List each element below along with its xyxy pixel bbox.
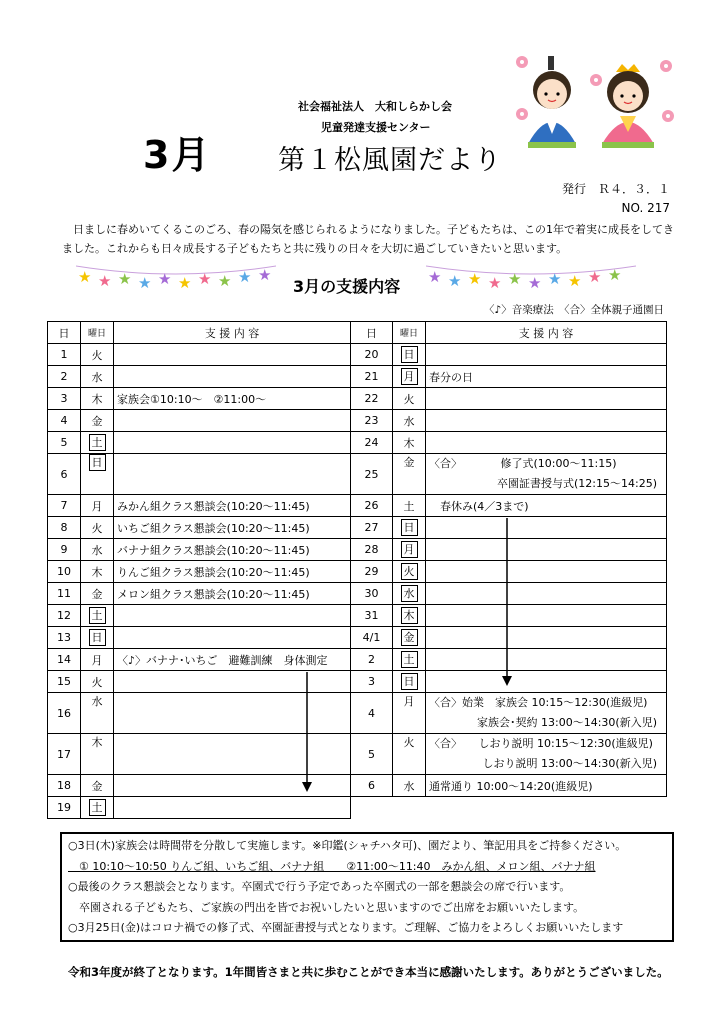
page-title: 第１松風園だより (278, 145, 502, 176)
day-cell: 29 (351, 561, 393, 583)
table-row (48, 432, 351, 454)
day-cell: 17 (48, 734, 81, 775)
table-row (351, 693, 667, 734)
day-cell: 8 (48, 517, 81, 539)
content-cell: メロン組クラス懇談会(10:20～11:45) (114, 583, 351, 605)
svg-text:★: ★ (468, 270, 482, 288)
table-row (48, 539, 351, 561)
weekday-label: 月 (403, 695, 415, 708)
note-family-meeting-times: ① 10:10～10:50 りんご組、いちご組、バナナ組 ②11:00～11:40 みかん組、メロン組、バナナ組 (68, 859, 596, 873)
table-row (351, 432, 667, 454)
table-row (48, 517, 351, 539)
content-cell (114, 797, 351, 819)
content-cell: 春休み(4／3まで) (426, 495, 667, 517)
table-row (351, 344, 667, 366)
content-cell (426, 517, 667, 539)
table-row (351, 388, 667, 410)
content-cell: りんご組クラス懇談会(10:20～11:45) (114, 561, 351, 583)
weekday-cell (81, 583, 114, 605)
weekday-cell (81, 693, 114, 734)
content-cell: 家族会①10:10～ ②11:00～ (114, 388, 351, 410)
content-cell: 〈♪〉バナナ･いちご 避難訓練 身体測定 (114, 649, 351, 671)
weekday-label: 土 (89, 434, 106, 451)
header-content: 支 援 内 容 (114, 322, 351, 344)
content-cell (114, 454, 351, 495)
weekday-cell (393, 495, 426, 517)
day-cell: 2 (351, 649, 393, 671)
content-line-1: 〈合〉 しおり説明 10:15～12:30(進級児) (429, 737, 653, 750)
svg-text:★: ★ (98, 272, 112, 290)
weekday-cell (81, 388, 114, 410)
weekday-label: 日 (401, 519, 418, 536)
hina-dolls-illustration (508, 52, 678, 152)
weekday-label: 日 (401, 346, 418, 363)
svg-text:★: ★ (488, 274, 502, 292)
svg-text:★: ★ (78, 268, 92, 286)
table-row (351, 454, 667, 495)
day-cell: 15 (48, 671, 81, 693)
note-class-meeting-request: 卒園される子どもたち、ご家族の門出を皆でお祝いしたいと思いますのでご出席をお願いいたします。 (68, 900, 585, 914)
weekday-cell (81, 410, 114, 432)
table-row (351, 734, 667, 775)
weekday-cell (81, 366, 114, 388)
svg-text:★: ★ (138, 274, 152, 292)
star-garland-left-decoration (76, 262, 276, 292)
day-cell: 2 (48, 366, 81, 388)
content-line-2: 家族会･契約 13:00～14:30(新入児) (477, 716, 657, 729)
day-cell: 4 (48, 410, 81, 432)
weekday-cell (393, 454, 426, 495)
weekday-cell (81, 734, 114, 775)
weekday-cell (393, 517, 426, 539)
weekday-label: 水 (91, 370, 103, 384)
day-cell: 16 (48, 693, 81, 734)
weekday-cell (81, 432, 114, 454)
continuation-arrow-right (500, 518, 514, 688)
table-row (48, 561, 351, 583)
day-cell: 24 (351, 432, 393, 454)
svg-text:★: ★ (448, 272, 462, 290)
table-row (351, 775, 667, 797)
weekday-label: 木 (403, 436, 415, 450)
content-line-2: しおり説明 13:00～14:30(新入児) (482, 757, 657, 770)
day-cell: 22 (351, 388, 393, 410)
content-cell (426, 432, 667, 454)
weekday-cell (81, 671, 114, 693)
content-line-2: 卒園証書授与式(12:15～14:25) (497, 477, 657, 490)
day-cell: 18 (48, 775, 81, 797)
day-cell: 6 (351, 775, 393, 797)
table-header-row (48, 322, 351, 344)
weekday-cell (393, 432, 426, 454)
day-cell: 30 (351, 583, 393, 605)
weekday-cell (81, 649, 114, 671)
svg-text:★: ★ (118, 270, 132, 288)
content-cell (114, 693, 351, 734)
day-cell: 28 (351, 539, 393, 561)
header-day: 日 (351, 322, 393, 344)
weekday-cell (81, 344, 114, 366)
center-name: 児童発達支援センター (321, 121, 431, 134)
legend: 〈♪〉音楽療法 〈合〉全体親子通園日 (484, 304, 664, 316)
weekday-cell (393, 539, 426, 561)
day-cell: 4 (351, 693, 393, 734)
notes-box (60, 832, 674, 942)
content-cell (426, 671, 667, 693)
weekday-label: 水 (403, 414, 415, 428)
day-cell: 23 (351, 410, 393, 432)
weekday-cell (393, 410, 426, 432)
day-cell: 26 (351, 495, 393, 517)
table-row (48, 649, 351, 671)
day-cell: 25 (351, 454, 393, 495)
weekday-cell (393, 366, 426, 388)
weekday-cell (81, 561, 114, 583)
table-row (48, 344, 351, 366)
weekday-cell (393, 693, 426, 734)
weekday-cell (81, 627, 114, 649)
weekday-cell (393, 775, 426, 797)
table-row (48, 410, 351, 432)
svg-text:★: ★ (428, 268, 442, 286)
day-cell: 10 (48, 561, 81, 583)
content-cell (426, 344, 667, 366)
issue-date: 発行 Ｒ４．３．１ (561, 182, 670, 196)
greeting-text: 日ましに春めいてくるこのごろ、春の陽気を感じられるようになりました。子どもたちは、この1年で着実に成長をしてきました。これからも日々成長する子どもたちと共に残りの日々を大切に過ごしていきたいと思います。 (62, 223, 674, 255)
day-cell: 9 (48, 539, 81, 561)
note-class-meeting: ○最後のクラス懇談会となります。卒園式で行う予定であった卒園式の一部を懇談会の席で行います。 (68, 880, 571, 893)
day-cell: 1 (48, 344, 81, 366)
closing-message: 令和3年度が終了となります。1年間皆さまと共に歩むことができ本当に感謝いたします。ありがとうございました。 (68, 965, 669, 979)
content-cell (426, 649, 667, 671)
weekday-cell (393, 605, 426, 627)
weekday-label: 月 (91, 499, 103, 513)
section-title: 3月の支援内容 (293, 277, 401, 296)
day-cell: 3 (351, 671, 393, 693)
organization-name: 社会福祉法人 大和しらかし会 (298, 100, 452, 113)
table-header-row (351, 322, 667, 344)
header-weekday: 曜日 (393, 322, 426, 344)
day-cell: 5 (48, 432, 81, 454)
weekday-label: 木 (91, 736, 103, 749)
weekday-label: 月 (401, 368, 418, 385)
weekday-label: 木 (91, 565, 103, 579)
day-cell: 27 (351, 517, 393, 539)
weekday-label: 土 (401, 651, 418, 668)
weekday-label: 木 (401, 607, 418, 624)
weekday-label: 水 (91, 695, 103, 708)
day-cell: 11 (48, 583, 81, 605)
weekday-label: 土 (89, 607, 106, 624)
content-cell (426, 410, 667, 432)
weekday-cell (393, 649, 426, 671)
day-cell: 20 (351, 344, 393, 366)
content-cell (426, 605, 667, 627)
table-row (48, 605, 351, 627)
table-row (48, 495, 351, 517)
content-cell (114, 734, 351, 775)
day-cell: 31 (351, 605, 393, 627)
star-garland-right-decoration (426, 262, 636, 292)
content-cell: いちご組クラス懇談会(10:20～11:45) (114, 517, 351, 539)
weekday-cell (393, 388, 426, 410)
header-day: 日 (48, 322, 81, 344)
svg-text:★: ★ (178, 274, 192, 292)
weekday-label: 土 (89, 799, 106, 816)
note-ceremony: ○3月25日(金)はコロナ禍での修了式、卒園証書授与式となります。ご理解、ご協力をよろしくお願いいたします (68, 921, 624, 934)
weekday-cell (393, 627, 426, 649)
svg-text:★: ★ (608, 266, 622, 284)
weekday-label: 火 (403, 736, 415, 749)
table-row (48, 366, 351, 388)
day-cell: 13 (48, 627, 81, 649)
weekday-label: 日 (401, 673, 418, 690)
svg-text:★: ★ (158, 270, 172, 288)
table-row (351, 495, 667, 517)
day-cell: 7 (48, 495, 81, 517)
content-cell (114, 671, 351, 693)
content-cell: 春分の日 (426, 366, 667, 388)
content-cell (114, 775, 351, 797)
weekday-label: 水 (91, 543, 103, 557)
weekday-cell (81, 495, 114, 517)
svg-text:★: ★ (528, 274, 542, 292)
weekday-label: 水 (403, 779, 415, 793)
weekday-label: 金 (401, 629, 418, 646)
table-row (351, 366, 667, 388)
content-cell (426, 388, 667, 410)
weekday-cell (81, 797, 114, 819)
table-row (351, 410, 667, 432)
svg-text:★: ★ (258, 266, 272, 284)
continuation-arrow-left (300, 672, 314, 794)
note-family-meeting: ○3日(木)家族会は時間帯を分散して実施します。※印鑑(シャチハタ可)、園だより、筆記用具をご持参ください。 (68, 839, 627, 852)
weekday-label: 日 (89, 629, 106, 646)
content-cell (426, 454, 667, 495)
content-cell (114, 344, 351, 366)
day-cell: 5 (351, 734, 393, 775)
weekday-cell (81, 454, 114, 495)
day-cell: 12 (48, 605, 81, 627)
month-heading: 3月 (143, 133, 212, 177)
content-cell (426, 627, 667, 649)
content-cell (114, 605, 351, 627)
day-cell: 19 (48, 797, 81, 819)
svg-text:★: ★ (508, 270, 522, 288)
day-cell: 21 (351, 366, 393, 388)
content-cell (426, 583, 667, 605)
content-cell (426, 734, 667, 775)
weekday-cell (81, 517, 114, 539)
weekday-cell (393, 583, 426, 605)
weekday-label: 金 (91, 587, 103, 601)
svg-text:★: ★ (238, 268, 252, 286)
issue-number: NO. 217 (621, 201, 670, 215)
content-cell (114, 410, 351, 432)
content-cell: 通常通り 10:00～14:20(進級児) (426, 775, 667, 797)
content-cell (114, 627, 351, 649)
svg-text:★: ★ (588, 268, 602, 286)
svg-text:★: ★ (198, 270, 212, 288)
header-content: 支 援 内 容 (426, 322, 667, 344)
table-row (48, 583, 351, 605)
weekday-label: 火 (91, 675, 103, 689)
weekday-label: 火 (91, 521, 103, 535)
weekday-cell (393, 734, 426, 775)
table-row (48, 627, 351, 649)
content-cell (426, 693, 667, 734)
content-cell (114, 366, 351, 388)
header-weekday: 曜日 (81, 322, 114, 344)
content-cell (426, 561, 667, 583)
weekday-label: 火 (91, 348, 103, 362)
weekday-label: 金 (91, 779, 103, 793)
weekday-label: 日 (89, 454, 106, 471)
table-row (48, 797, 351, 819)
svg-text:★: ★ (218, 272, 232, 290)
content-cell: バナナ組クラス懇談会(10:20～11:45) (114, 539, 351, 561)
weekday-label: 月 (401, 541, 418, 558)
content-cell: みかん組クラス懇談会(10:20～11:45) (114, 495, 351, 517)
weekday-label: 火 (403, 392, 415, 406)
weekday-cell (393, 344, 426, 366)
weekday-label: 月 (91, 653, 103, 667)
weekday-label: 水 (401, 585, 418, 602)
content-line-1: 〈合〉 修了式(10:00～11:15) (429, 457, 617, 470)
table-row (48, 388, 351, 410)
content-cell (426, 539, 667, 561)
day-cell: 14 (48, 649, 81, 671)
content-line-1: 〈合〉始業 家族会 10:15～12:30(進級児) (429, 696, 648, 709)
day-cell: 4/1 (351, 627, 393, 649)
weekday-cell (393, 561, 426, 583)
weekday-label: 木 (91, 392, 103, 406)
svg-text:★: ★ (568, 272, 582, 290)
weekday-label: 火 (401, 563, 418, 580)
weekday-label: 土 (403, 499, 415, 513)
weekday-cell (81, 605, 114, 627)
svg-text:★: ★ (548, 270, 562, 288)
weekday-label: 金 (403, 456, 415, 469)
weekday-cell (393, 671, 426, 693)
weekday-label: 金 (91, 414, 103, 428)
weekday-cell (81, 539, 114, 561)
table-row (48, 454, 351, 495)
weekday-cell (81, 775, 114, 797)
day-cell: 3 (48, 388, 81, 410)
content-cell (114, 432, 351, 454)
day-cell: 6 (48, 454, 81, 495)
